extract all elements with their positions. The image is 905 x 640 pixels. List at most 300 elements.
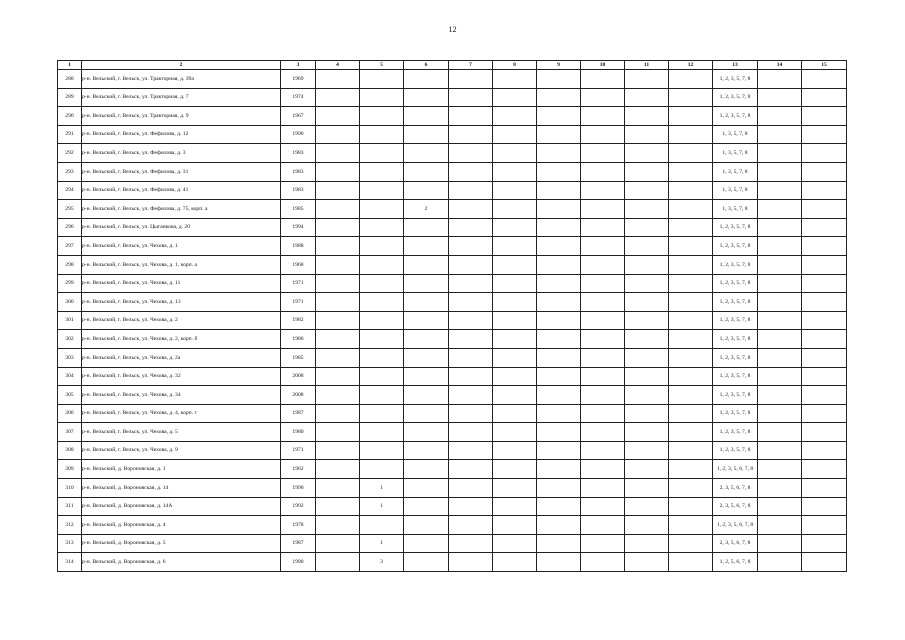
col10-cell [581, 181, 625, 200]
year-cell: 1990 [281, 479, 316, 498]
column-header-13: 13 [713, 61, 758, 70]
row-number-cell: 308 [58, 441, 82, 460]
column-header-7: 7 [449, 61, 493, 70]
col5-cell [360, 386, 404, 405]
year-cell: 1992 [281, 497, 316, 516]
year-cell: 1983 [281, 162, 316, 181]
col6-cell [404, 404, 449, 423]
col12-cell [669, 237, 713, 256]
col4-cell [316, 386, 360, 405]
col10-cell [581, 88, 625, 107]
row-number-cell: 304 [58, 367, 82, 386]
col7-cell [449, 423, 493, 442]
col9-cell [537, 181, 581, 200]
row-number-cell: 309 [58, 460, 82, 479]
col11-cell [625, 162, 669, 181]
col12-cell [669, 162, 713, 181]
year-cell: 1968 [281, 255, 316, 274]
year-cell: 1983 [281, 181, 316, 200]
table-row [58, 516, 847, 535]
col8-cell [493, 181, 537, 200]
col11-cell [625, 479, 669, 498]
col9-cell [537, 125, 581, 144]
col6-cell [404, 516, 449, 535]
table-row [58, 441, 847, 460]
col13-cell: 1, 2, 3, 5, 7, 8 [713, 441, 758, 460]
column-header-6: 6 [404, 61, 449, 70]
col11-cell [625, 497, 669, 516]
col8-cell [493, 70, 537, 89]
col12-cell [669, 423, 713, 442]
col4-cell [316, 534, 360, 553]
col5-cell [360, 107, 404, 126]
header-row [58, 61, 847, 70]
year-cell: 2008 [281, 367, 316, 386]
col8-cell [493, 386, 537, 405]
col4-cell [316, 70, 360, 89]
col8-cell [493, 441, 537, 460]
address-cell: р-н. Вельский, г. Вельск, ул. Тракторная, д. 9 [82, 107, 281, 126]
col7-cell [449, 200, 493, 219]
col10-cell [581, 200, 625, 219]
col7-cell [449, 88, 493, 107]
col12-cell [669, 144, 713, 163]
col9-cell [537, 144, 581, 163]
col15-cell [802, 534, 847, 553]
year-cell: 1994 [281, 218, 316, 237]
year-cell: 1974 [281, 88, 316, 107]
col8-cell [493, 274, 537, 293]
col11-cell [625, 107, 669, 126]
col10-cell [581, 293, 625, 312]
col12-cell [669, 125, 713, 144]
col15-cell [802, 497, 847, 516]
row-number-cell: 310 [58, 479, 82, 498]
col7-cell [449, 162, 493, 181]
col4-cell [316, 311, 360, 330]
col9-cell [537, 497, 581, 516]
row-number-cell: 300 [58, 293, 82, 312]
col15-cell [802, 255, 847, 274]
row-number-cell: 292 [58, 144, 82, 163]
row-number-cell: 303 [58, 348, 82, 367]
col13-cell: 1, 2, 3, 5, 7, 8 [713, 423, 758, 442]
col4-cell [316, 479, 360, 498]
col15-cell [802, 404, 847, 423]
year-cell: 1985 [281, 200, 316, 219]
col12-cell [669, 553, 713, 572]
col14-cell [758, 441, 802, 460]
col9-cell [537, 386, 581, 405]
col7-cell [449, 497, 493, 516]
col11-cell [625, 274, 669, 293]
col11-cell [625, 441, 669, 460]
col9-cell [537, 293, 581, 312]
row-number-cell: 297 [58, 237, 82, 256]
year-cell: 1990 [281, 553, 316, 572]
col4-cell [316, 125, 360, 144]
column-header-12: 12 [669, 61, 713, 70]
column-header-15: 15 [802, 61, 847, 70]
col6-cell [404, 125, 449, 144]
col12-cell [669, 386, 713, 405]
col5-cell [360, 274, 404, 293]
year-cell: 1987 [281, 534, 316, 553]
row-number-cell: 312 [58, 516, 82, 535]
col5-cell [360, 125, 404, 144]
col7-cell [449, 404, 493, 423]
col6-cell [404, 274, 449, 293]
address-cell: р-н. Вельский, г. Вельск, ул. Чехова, д. 1, корп. а [82, 255, 281, 274]
column-header-4: 4 [316, 61, 360, 70]
col8-cell [493, 293, 537, 312]
col10-cell [581, 553, 625, 572]
col12-cell [669, 293, 713, 312]
col11-cell [625, 348, 669, 367]
col15-cell [802, 293, 847, 312]
table-row [58, 274, 847, 293]
table-row [58, 88, 847, 107]
col4-cell [316, 200, 360, 219]
col7-cell [449, 70, 493, 89]
col13-cell: 1, 2, 3, 5, 7, 8 [713, 330, 758, 349]
col11-cell [625, 88, 669, 107]
col7-cell [449, 367, 493, 386]
row-number-cell: 290 [58, 107, 82, 126]
col5-cell [360, 460, 404, 479]
table-row [58, 218, 847, 237]
col15-cell [802, 125, 847, 144]
col10-cell [581, 107, 625, 126]
col5-cell [360, 88, 404, 107]
col11-cell [625, 144, 669, 163]
col11-cell [625, 70, 669, 89]
year-cell: 1962 [281, 460, 316, 479]
col5-cell [360, 218, 404, 237]
col5-cell [360, 162, 404, 181]
row-number-cell: 306 [58, 404, 82, 423]
col15-cell [802, 237, 847, 256]
col10-cell [581, 218, 625, 237]
col10-cell [581, 423, 625, 442]
page-number: 12 [448, 25, 457, 34]
col12-cell [669, 200, 713, 219]
col11-cell [625, 200, 669, 219]
col7-cell [449, 274, 493, 293]
col9-cell [537, 367, 581, 386]
col12-cell [669, 348, 713, 367]
address-cell: р-н. Вельский, г. Вельск, ул. Чехова, д. 5 [82, 423, 281, 442]
year-cell: 1990 [281, 125, 316, 144]
col13-cell: 1, 2, 3, 5, 7, 8 [713, 274, 758, 293]
row-number-cell: 296 [58, 218, 82, 237]
col8-cell [493, 311, 537, 330]
col4-cell [316, 516, 360, 535]
address-cell: р-н. Вельский, г. Вельск, ул. Фефилова, д. 75, корп. а [82, 200, 281, 219]
col8-cell [493, 367, 537, 386]
col4-cell [316, 293, 360, 312]
address-cell: р-н. Вельский, г. Вельск, ул. Чехова, д. 9 [82, 441, 281, 460]
col9-cell [537, 516, 581, 535]
col11-cell [625, 330, 669, 349]
address-cell: р-н. Вельский, д. Вороновская, д. 14 [82, 479, 281, 498]
col11-cell [625, 404, 669, 423]
year-cell: 1985 [281, 348, 316, 367]
column-header-10: 10 [581, 61, 625, 70]
col8-cell [493, 479, 537, 498]
col9-cell [537, 534, 581, 553]
col14-cell [758, 88, 802, 107]
col5-cell [360, 144, 404, 163]
row-number-cell: 294 [58, 181, 82, 200]
col5-cell [360, 330, 404, 349]
col12-cell [669, 218, 713, 237]
col15-cell [802, 441, 847, 460]
address-cell: р-н. Вельский, г. Вельск, ул. Тракторная, д. 7 [82, 88, 281, 107]
col6-cell [404, 330, 449, 349]
col12-cell [669, 479, 713, 498]
col13-cell: 1, 2, 3, 5, 7, 8 [713, 70, 758, 89]
col14-cell [758, 125, 802, 144]
col12-cell [669, 70, 713, 89]
year-cell: 1971 [281, 293, 316, 312]
col11-cell [625, 553, 669, 572]
address-cell: р-н. Вельский, г. Вельск, ул. Тракторная, д. 39а [82, 70, 281, 89]
col6-cell [404, 218, 449, 237]
col5-cell [360, 348, 404, 367]
col14-cell [758, 255, 802, 274]
col6-cell [404, 144, 449, 163]
address-cell: р-н. Вельский, г. Вельск, ул. Чехова, д. 2, корп. б [82, 330, 281, 349]
col6-cell [404, 479, 449, 498]
col10-cell [581, 274, 625, 293]
col10-cell [581, 367, 625, 386]
col10-cell [581, 441, 625, 460]
col13-cell: 1, 2, 5, 6, 7, 8 [713, 553, 758, 572]
year-cell: 1987 [281, 404, 316, 423]
col10-cell [581, 162, 625, 181]
table-row [58, 497, 847, 516]
col12-cell [669, 330, 713, 349]
col11-cell [625, 181, 669, 200]
col11-cell [625, 237, 669, 256]
row-number-cell: 295 [58, 200, 82, 219]
col11-cell [625, 311, 669, 330]
col8-cell [493, 200, 537, 219]
col5-cell [360, 255, 404, 274]
col13-cell: 1, 2, 3, 5, 7, 8 [713, 367, 758, 386]
row-number-cell: 311 [58, 497, 82, 516]
col10-cell [581, 330, 625, 349]
col4-cell [316, 107, 360, 126]
col6-cell [404, 348, 449, 367]
col6-cell [404, 497, 449, 516]
col13-cell: 1, 3, 5, 7, 8 [713, 125, 758, 144]
col14-cell [758, 367, 802, 386]
col11-cell [625, 534, 669, 553]
col8-cell [493, 553, 537, 572]
col12-cell [669, 367, 713, 386]
col9-cell [537, 237, 581, 256]
col10-cell [581, 144, 625, 163]
col10-cell [581, 534, 625, 553]
row-number-cell: 289 [58, 88, 82, 107]
col10-cell [581, 237, 625, 256]
col10-cell [581, 386, 625, 405]
col15-cell [802, 348, 847, 367]
col9-cell [537, 423, 581, 442]
col14-cell [758, 162, 802, 181]
col4-cell [316, 441, 360, 460]
table-row [58, 70, 847, 89]
col11-cell [625, 255, 669, 274]
col13-cell: 1, 3, 5, 7, 8 [713, 162, 758, 181]
col14-cell [758, 404, 802, 423]
col10-cell [581, 404, 625, 423]
col5-cell [360, 516, 404, 535]
col11-cell [625, 460, 669, 479]
col8-cell [493, 218, 537, 237]
address-cell: р-н. Вельский, д. Вороновская, д. 6 [82, 553, 281, 572]
col15-cell [802, 274, 847, 293]
year-cell: 1983 [281, 144, 316, 163]
table-row [58, 367, 847, 386]
col10-cell [581, 311, 625, 330]
col15-cell [802, 553, 847, 572]
col12-cell [669, 460, 713, 479]
col7-cell [449, 293, 493, 312]
col5-cell [360, 237, 404, 256]
year-cell: 1986 [281, 330, 316, 349]
col12-cell [669, 181, 713, 200]
table-row [58, 534, 847, 553]
col13-cell: 1, 2, 3, 5, 6, 7, 8 [713, 516, 758, 535]
table-row [58, 386, 847, 405]
col5-cell: 3 [360, 553, 404, 572]
col7-cell [449, 441, 493, 460]
col12-cell [669, 311, 713, 330]
column-header-14: 14 [758, 61, 802, 70]
col5-cell [360, 311, 404, 330]
col8-cell [493, 404, 537, 423]
col13-cell: 1, 2, 3, 5, 7, 8 [713, 311, 758, 330]
col14-cell [758, 497, 802, 516]
col8-cell [493, 162, 537, 181]
col9-cell [537, 274, 581, 293]
col5-cell [360, 70, 404, 89]
address-cell: р-н. Вельский, г. Вельск, ул. Фефилова, д. 31 [82, 162, 281, 181]
col9-cell [537, 404, 581, 423]
col5-cell: 1 [360, 479, 404, 498]
column-header-11: 11 [625, 61, 669, 70]
col9-cell [537, 311, 581, 330]
col14-cell [758, 70, 802, 89]
table-row [58, 423, 847, 442]
col13-cell: 1, 2, 3, 5, 7, 8 [713, 404, 758, 423]
col9-cell [537, 460, 581, 479]
col15-cell [802, 70, 847, 89]
col13-cell: 1, 2, 3, 5, 7, 8 [713, 386, 758, 405]
col8-cell [493, 497, 537, 516]
col10-cell [581, 479, 625, 498]
row-number-cell: 299 [58, 274, 82, 293]
col6-cell [404, 423, 449, 442]
col9-cell [537, 218, 581, 237]
col12-cell [669, 534, 713, 553]
col15-cell [802, 200, 847, 219]
col9-cell [537, 255, 581, 274]
col13-cell: 1, 2, 3, 5, 7, 8 [713, 348, 758, 367]
col13-cell: 1, 2, 3, 5, 7, 8 [713, 88, 758, 107]
col10-cell [581, 70, 625, 89]
address-cell: р-н. Вельский, г. Вельск, ул. Фефилова, д. 12 [82, 125, 281, 144]
col4-cell [316, 88, 360, 107]
col9-cell [537, 479, 581, 498]
col13-cell: 1, 2, 3, 5, 7, 8 [713, 218, 758, 237]
col14-cell [758, 200, 802, 219]
col14-cell [758, 534, 802, 553]
col8-cell [493, 534, 537, 553]
address-cell: р-н. Вельский, г. Вельск, ул. Фефилова, д. 3 [82, 144, 281, 163]
table-row [58, 237, 847, 256]
col8-cell [493, 516, 537, 535]
col13-cell: 1, 3, 5, 7, 8 [713, 200, 758, 219]
col4-cell [316, 330, 360, 349]
table-row [58, 479, 847, 498]
row-number-cell: 313 [58, 534, 82, 553]
col6-cell [404, 162, 449, 181]
col12-cell [669, 255, 713, 274]
col7-cell [449, 330, 493, 349]
row-number-cell: 302 [58, 330, 82, 349]
col14-cell [758, 479, 802, 498]
column-header-3: 3 [281, 61, 316, 70]
col13-cell: 1, 2, 3, 5, 6, 7, 8 [713, 460, 758, 479]
col8-cell [493, 255, 537, 274]
col13-cell: 1, 2, 3, 5, 7, 8 [713, 107, 758, 126]
col10-cell [581, 497, 625, 516]
col14-cell [758, 144, 802, 163]
address-cell: р-н. Вельский, г. Вельск, ул. Фефилова, д. 41 [82, 181, 281, 200]
col13-cell: 2, 3, 5, 6, 7, 8 [713, 479, 758, 498]
column-header-5: 5 [360, 61, 404, 70]
table-row [58, 404, 847, 423]
col4-cell [316, 553, 360, 572]
col8-cell [493, 144, 537, 163]
year-cell: 1967 [281, 107, 316, 126]
col11-cell [625, 218, 669, 237]
year-cell: 1969 [281, 70, 316, 89]
col8-cell [493, 348, 537, 367]
col15-cell [802, 218, 847, 237]
col5-cell [360, 404, 404, 423]
table-row [58, 181, 847, 200]
col6-cell [404, 70, 449, 89]
col7-cell [449, 181, 493, 200]
address-cell: р-н. Вельский, г. Вельск, ул. Чехова, д. 32 [82, 367, 281, 386]
col6-cell [404, 293, 449, 312]
col4-cell [316, 274, 360, 293]
col14-cell [758, 218, 802, 237]
address-cell: р-н. Вельский, г. Вельск, ул. Чехова, д. 34 [82, 386, 281, 405]
col5-cell [360, 367, 404, 386]
col7-cell [449, 348, 493, 367]
col9-cell [537, 200, 581, 219]
col10-cell [581, 125, 625, 144]
year-cell: 1980 [281, 423, 316, 442]
row-number-cell: 298 [58, 255, 82, 274]
address-cell: р-н. Вельский, г. Вельск, ул. Чехова, д. 13 [82, 293, 281, 312]
